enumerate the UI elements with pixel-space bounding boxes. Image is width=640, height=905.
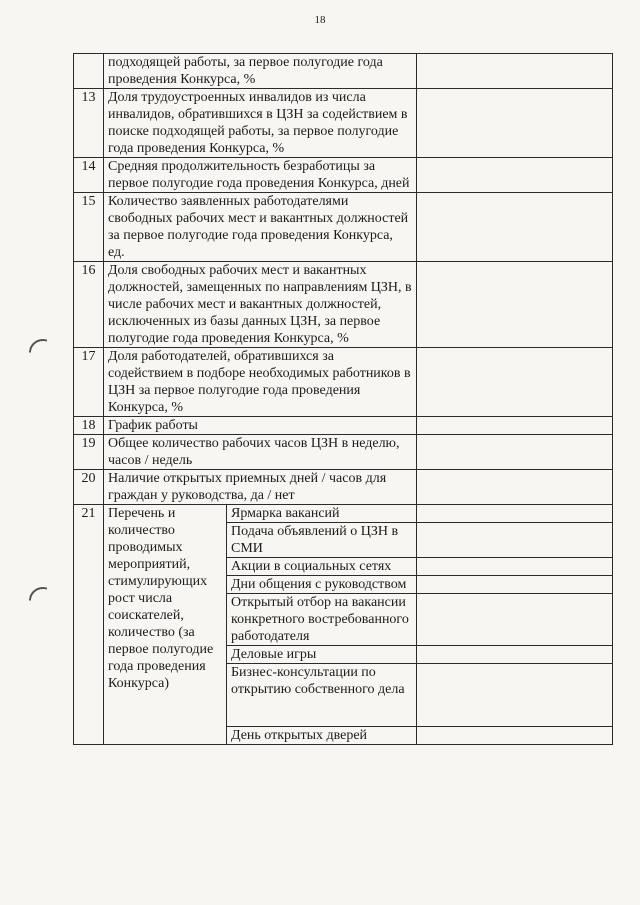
value-cell bbox=[417, 523, 613, 558]
value-cell bbox=[417, 558, 613, 576]
row-number: 13 bbox=[74, 89, 104, 158]
row-number: 14 bbox=[74, 158, 104, 193]
event-item: Открытый отбор на вакансии конкретного востребованного работодателя bbox=[227, 594, 417, 646]
row-number: 21 bbox=[74, 505, 104, 745]
table-row bbox=[74, 348, 613, 417]
row-text: Доля работодателей, обратившихся за содействием в подборе необходимых работников в ЦЗН за первое полугодие года проведения Конкурса, % bbox=[104, 348, 417, 417]
criteria-table bbox=[73, 53, 613, 745]
row-text: Доля трудоустроенных инвалидов из числа инвалидов, обратившихся в ЦЗН за содействием в поиске подходящей работы, за первое полугодие года проведения Конкурса, % bbox=[104, 89, 417, 158]
row-number: 15 bbox=[74, 193, 104, 262]
table-row bbox=[74, 505, 613, 523]
row-text: Количество заявленных работодателями свободных рабочих мест и вакантных должностей за первое полугодие года проведения Конкурса, ед. bbox=[104, 193, 417, 262]
value-cell bbox=[417, 262, 613, 348]
row-number: 20 bbox=[74, 470, 104, 505]
table-row bbox=[74, 193, 613, 262]
value-cell bbox=[417, 505, 613, 523]
row-number: 17 bbox=[74, 348, 104, 417]
event-item: Акции в социальных сетях bbox=[227, 558, 417, 576]
event-item: Деловые игры bbox=[227, 646, 417, 664]
event-item: Дни общения с руководством bbox=[227, 576, 417, 594]
table-row bbox=[74, 54, 613, 89]
row-number bbox=[74, 54, 104, 89]
table-row bbox=[74, 262, 613, 348]
row-label: Перечень и количество проводимых мероприятий, стимулирующих рост числа соискателей, количество (за первое полугодие года проведения Конкурса) bbox=[104, 505, 227, 745]
table-row bbox=[74, 158, 613, 193]
value-cell bbox=[417, 54, 613, 89]
table-row bbox=[74, 435, 613, 470]
row-number: 16 bbox=[74, 262, 104, 348]
value-cell bbox=[417, 193, 613, 262]
value-cell bbox=[417, 417, 613, 435]
value-cell bbox=[417, 594, 613, 646]
page-number: 18 bbox=[314, 14, 326, 26]
row-number: 18 bbox=[74, 417, 104, 435]
row-text: График работы bbox=[104, 417, 417, 435]
event-item: День открытых дверей bbox=[227, 727, 417, 745]
binder-hole-mark bbox=[29, 585, 48, 604]
value-cell bbox=[417, 664, 613, 727]
row-text: Наличие открытых приемных дней / часов для граждан у руководства, да / нет bbox=[104, 470, 417, 505]
value-cell bbox=[417, 576, 613, 594]
value-cell bbox=[417, 470, 613, 505]
value-cell bbox=[417, 727, 613, 745]
binder-hole-mark bbox=[29, 337, 48, 356]
table-row bbox=[74, 417, 613, 435]
event-item: Бизнес-консультации по открытию собственного дела bbox=[227, 664, 417, 727]
value-cell bbox=[417, 646, 613, 664]
row-number: 19 bbox=[74, 435, 104, 470]
event-item: Ярмарка вакансий bbox=[227, 505, 417, 523]
value-cell bbox=[417, 348, 613, 417]
row-text: Средняя продолжительность безработицы за первое полугодие года проведения Конкурса, дней bbox=[104, 158, 417, 193]
row-text: Общее количество рабочих часов ЦЗН в неделю, часов / недель bbox=[104, 435, 417, 470]
value-cell bbox=[417, 158, 613, 193]
value-cell bbox=[417, 435, 613, 470]
value-cell bbox=[417, 89, 613, 158]
table-row bbox=[74, 470, 613, 505]
row-text: Доля свободных рабочих мест и вакантных должностей, замещенных по направлениям ЦЗН, в числе рабочих мест и вакантных должностей, исключенных из базы данных ЦЗН, за первое полугодие года проведения Конкурса, % bbox=[104, 262, 417, 348]
table-row bbox=[74, 89, 613, 158]
row-text: подходящей работы, за первое полугодие года проведения Конкурса, % bbox=[104, 54, 417, 89]
event-item: Подача объявлений о ЦЗН в СМИ bbox=[227, 523, 417, 558]
